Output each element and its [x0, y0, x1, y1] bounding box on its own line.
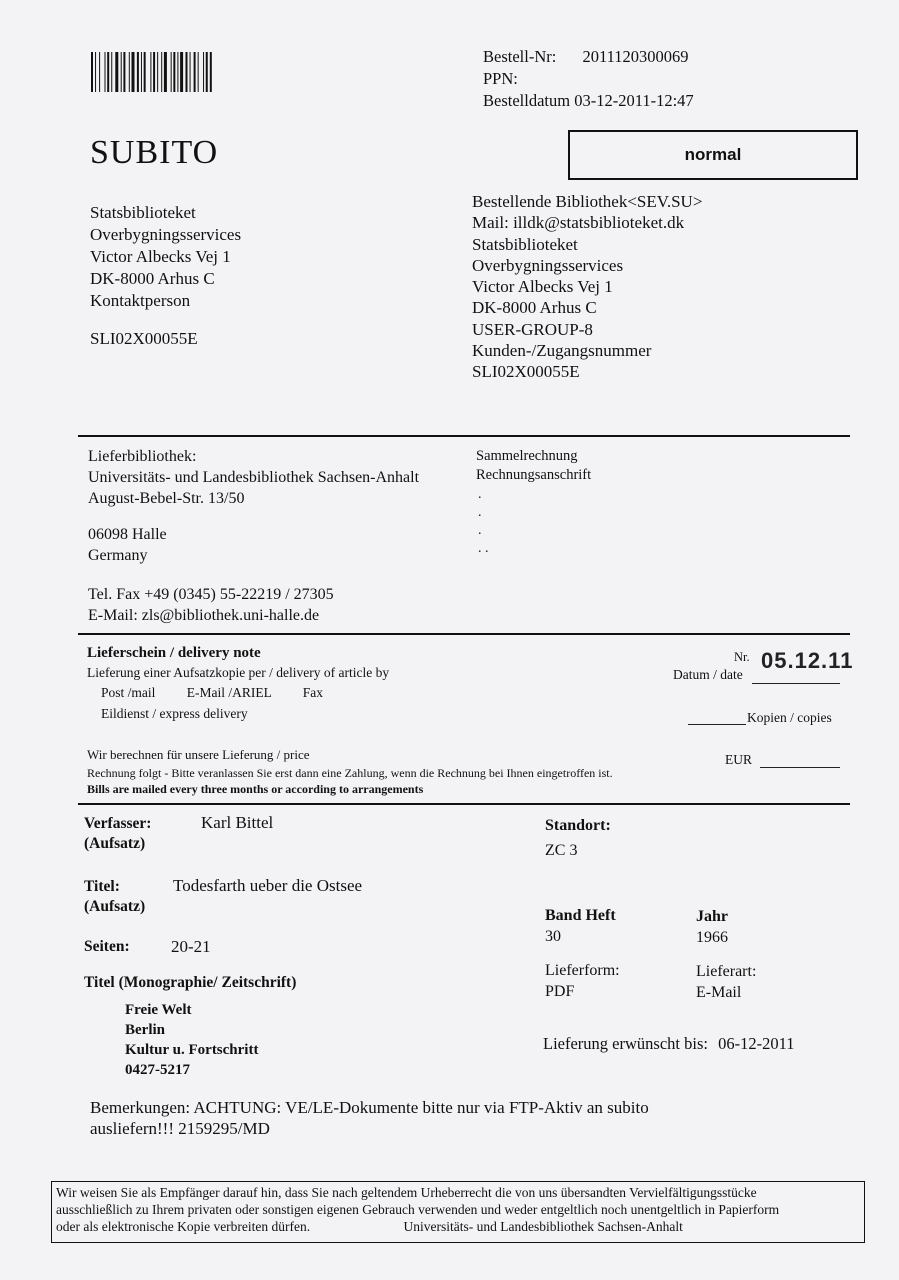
pages-label: Seiten: — [84, 938, 130, 955]
priority-box — [568, 130, 858, 180]
supplier-label: Lieferbibliothek: — [88, 448, 197, 465]
priority-label: normal — [684, 145, 742, 164]
ordering-line: Bestellende Bibliothek<SEV.SU> — [472, 192, 703, 211]
barcode-bar — [180, 52, 183, 92]
divider — [78, 435, 850, 437]
form-value: PDF — [545, 983, 575, 1000]
type-label: Lieferart: — [696, 963, 757, 980]
method-post: Post /mail — [101, 685, 156, 700]
barcode-bar — [91, 52, 93, 92]
barcode-bar — [173, 52, 175, 92]
barcode-bar — [171, 52, 172, 92]
barcode-bar — [198, 52, 199, 92]
barcode-bar — [141, 52, 142, 92]
location-label: Standort: — [545, 817, 611, 834]
sender-line: DK-8000 Arhus C — [90, 269, 215, 288]
monograph-line: Freie Welt — [125, 1002, 192, 1018]
monograph-label: Titel (Monographie/ Zeitschrift) — [84, 974, 297, 991]
ordering-line: Mail: illdk@statsbiblioteket.dk — [472, 213, 685, 233]
remarks-line: Bemerkungen: ACHTUNG: VE/LE-Dokumente bitte nur via FTP-Aktiv an subito — [90, 1098, 649, 1117]
date-underline — [752, 683, 840, 684]
barcode-bar — [157, 52, 158, 92]
sender-id: SLI02X00055E — [90, 329, 198, 348]
pages-value: 20-21 — [171, 937, 211, 956]
express-delivery: Eildienst / express delivery — [101, 706, 248, 721]
remarks-line: ausliefern!!! 2159295/MD — [90, 1119, 270, 1138]
barcode-bar — [129, 52, 130, 92]
invoice-note: Rechnung folgt - Bitte veranlassen Sie erst dann eine Zahlung, wenn die Rechnung bei Ihnen eingetroffen ist. — [87, 766, 613, 780]
copies-underline — [688, 724, 746, 725]
barcode-bar — [123, 52, 125, 92]
volume-value: 30 — [545, 928, 561, 945]
title-label: Titel: — [84, 878, 120, 895]
sender-line: Victor Albecks Vej 1 — [90, 247, 231, 266]
supplier-tel: Tel. Fax +49 (0345) 55-22219 / 27305 — [88, 586, 334, 603]
monograph-line: Kultur u. Fortschritt — [125, 1042, 259, 1058]
supplier-email: E-Mail: zls@bibliothek.uni-halle.de — [88, 607, 320, 624]
form-label: Lieferform: — [545, 962, 620, 979]
author-value: Karl Bittel — [201, 813, 274, 832]
monograph-line: 0427-5217 — [125, 1062, 190, 1078]
supplier-name: Universitäts- und Landesbibliothek Sachsen-Anhalt — [88, 469, 420, 486]
barcode-bar — [203, 52, 204, 92]
barcode-image — [91, 52, 331, 92]
location-value: ZC 3 — [545, 842, 578, 859]
barcode-bar — [144, 52, 146, 92]
order-number-label: Bestell-Nr: — [483, 47, 557, 66]
copyright-line: Wir weisen Sie als Empfänger darauf hin, dass Sie nach geltendem Urheberrecht die von uns übersandten Vervielfältigungsstücke — [56, 1185, 757, 1200]
barcode-bar — [95, 52, 96, 92]
title-value: Todesfarth ueber die Ostsee — [173, 876, 363, 895]
ordering-library — [472, 191, 702, 383]
ordering-line: DK-8000 Arhus C — [472, 298, 597, 318]
copyright-notice — [51, 1181, 865, 1243]
price-underline — [760, 767, 840, 768]
type-value: E-Mail — [696, 984, 742, 1001]
divider — [78, 633, 850, 635]
supplier-block — [88, 446, 419, 509]
subito-logo: SUBITO — [90, 134, 219, 171]
barcode-bar — [194, 52, 196, 92]
divider — [78, 803, 850, 805]
billing-dots: . . . . . — [478, 487, 489, 556]
delivery-note-subtitle: Lieferung einer Aufsatzkopie per / delivery of article by — [87, 665, 390, 680]
barcode-bar — [164, 52, 167, 92]
author-sub-label: (Aufsatz) — [84, 835, 146, 852]
ordering-line: Overbygningsservices — [472, 255, 624, 275]
barcode-bar — [150, 52, 151, 92]
order-number: 2011120300069 — [582, 47, 689, 66]
delivery-note-title: Lieferschein / delivery note — [87, 645, 261, 661]
barcode-bar — [177, 52, 178, 92]
copyright-line: ausschließlich zu Ihrem privaten oder sonstigen eigenen Gebrauch verwenden und weder entgeltlich noch unentgeltlich in Papierform — [56, 1202, 780, 1217]
barcode-bar — [206, 52, 208, 92]
ppn-label: PPN: — [483, 69, 518, 88]
sender-line: Overbygningsservices — [90, 225, 242, 244]
ordering-line: USER-GROUP-8 — [472, 319, 593, 339]
supplier-country: Germany — [88, 547, 148, 564]
sender-line: Kontaktperson — [90, 291, 191, 310]
monograph-line: Berlin — [125, 1022, 165, 1038]
order-date-label: Bestelldatum — [483, 91, 571, 110]
year-label: Jahr — [696, 908, 728, 925]
monograph-block — [125, 1000, 258, 1080]
order-date: 03-12-2011-12:47 — [574, 91, 694, 110]
copyright-signature: Universitäts- und Landesbibliothek Sachsen-Anhalt — [403, 1219, 683, 1234]
author-label: Verfasser: — [84, 815, 152, 832]
currency-label: EUR — [725, 752, 752, 767]
barcode-bar — [186, 52, 188, 92]
price-label: Wir berechnen für unsere Lieferung / price — [87, 747, 310, 762]
supplier-city: 06098 Halle — [88, 526, 167, 543]
barcode-bar — [115, 52, 118, 92]
due-value: 06-12-2011 — [718, 1034, 795, 1053]
ordering-line: SLI02X00055E — [472, 362, 580, 382]
ordering-line: Statsbiblioteket — [472, 234, 578, 254]
nr-label: Nr. — [734, 650, 750, 664]
ordering-line: Kunden-/Zugangsnummer — [472, 341, 652, 361]
barcode-bar — [161, 52, 162, 92]
method-fax: Fax — [302, 685, 323, 700]
sender-line: Statsbiblioteket — [90, 203, 196, 222]
copyright-line: oder als elektronische Kopie verbreiten dürfen. — [56, 1219, 311, 1234]
date-stamp: 05.12.11 — [761, 648, 854, 673]
barcode-bar — [105, 52, 106, 92]
billing-line: Sammelrechnung — [476, 448, 578, 464]
year-value: 1966 — [696, 929, 728, 946]
barcode-bar — [111, 52, 112, 92]
barcode-bar — [210, 52, 212, 92]
method-email: E-Mail /ARIEL — [186, 685, 272, 700]
barcode-bar — [190, 52, 191, 92]
ordering-line: Victor Albecks Vej 1 — [472, 277, 613, 297]
barcode-bar — [153, 52, 155, 92]
title-sub-label: (Aufsatz) — [84, 898, 146, 915]
sender-address — [90, 202, 241, 312]
bills-note: Bills are mailed every three months or according to arrangements — [87, 782, 424, 796]
barcode-bar — [99, 52, 100, 92]
barcode-bar — [121, 52, 122, 92]
barcode-bar — [132, 52, 135, 92]
date-label: Datum / date — [673, 667, 743, 682]
barcode-bar — [137, 52, 139, 92]
due-label: Lieferung erwünscht bis: — [543, 1034, 708, 1053]
copies-label: Kopien / copies — [747, 710, 832, 725]
billing-line: Rechnungsanschrift — [476, 467, 592, 483]
supplier-street: August-Bebel-Str. 13/50 — [88, 490, 245, 507]
barcode-bar — [107, 52, 109, 92]
volume-label: Band Heft — [545, 907, 616, 924]
